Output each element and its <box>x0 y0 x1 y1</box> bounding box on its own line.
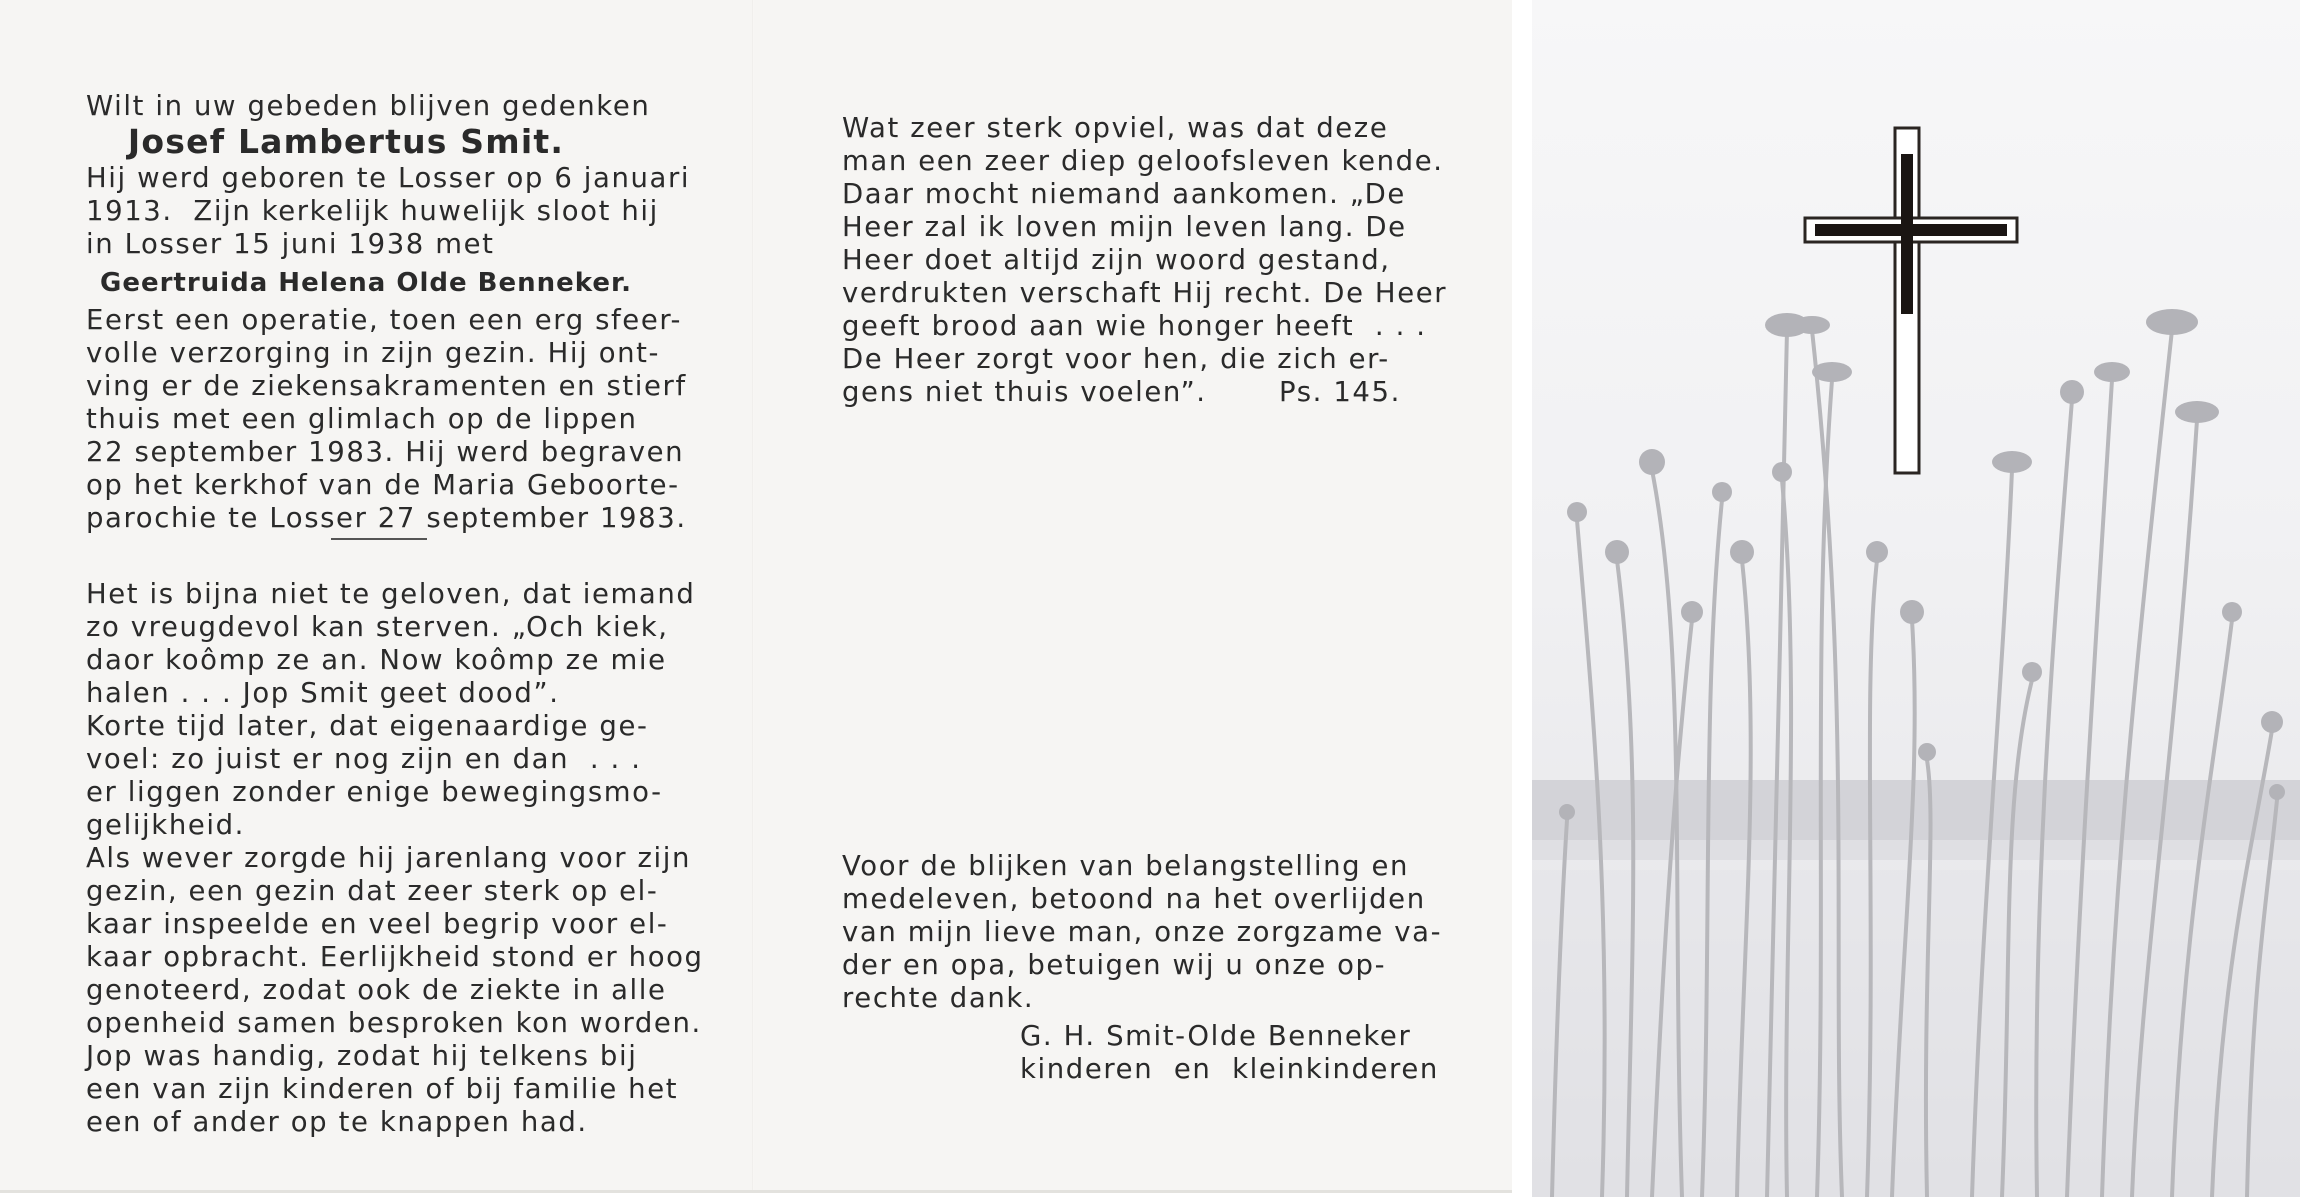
card-front-picture <box>1532 0 2300 1197</box>
faith-line: geeft brood aan wie honger heeft . . . <box>842 310 1427 342</box>
signature-block <box>1020 1020 1439 1086</box>
card-bottom-edge <box>0 1190 1512 1193</box>
death-line: op het kerkhof van de Maria Geboorte- <box>86 469 680 501</box>
thanks-line: der en opa, betuigen wij u onze op- <box>842 949 1387 981</box>
faith-line: man een zeer diep geloofsleven kende. <box>842 145 1444 177</box>
thanks-line: van mijn lieve man, onze zorgzame va- <box>842 916 1443 948</box>
story-line: Jop was handig, zodat hij telkens bij <box>86 1040 638 1072</box>
thanks-line: rechte dank. <box>842 982 1035 1014</box>
story-line: er liggen zonder enige bewegingsmo- <box>86 776 663 808</box>
signature-line: G. H. Smit-Olde Benneker <box>1020 1020 1412 1052</box>
faith-line: Daar mocht niemand aankomen. „De <box>842 178 1406 210</box>
middle-text-column <box>842 112 1448 409</box>
story-line: openheid samen besproken kon worden. <box>86 1007 702 1039</box>
plants-silhouette-illustration <box>1532 0 2300 1197</box>
story-line: daor koômp ze an. Now koômp ze mie <box>86 644 667 676</box>
faith-line: verdrukten verschaft Hij recht. De Heer <box>842 277 1448 309</box>
story-line: gezin, een gezin dat zeer sterk op el- <box>86 875 659 907</box>
faith-line: Wat zeer sterk opviel, was dat deze <box>842 112 1389 144</box>
birth-line: in Losser 15 juni 1938 met <box>86 228 495 260</box>
story-line: een van zijn kinderen of bij familie het <box>86 1073 679 1105</box>
story-line: een of ander op te knappen had. <box>86 1106 588 1138</box>
deceased-name: Josef Lambertus Smit. <box>127 122 565 161</box>
story-line: Als wever zorgde hij jarenlang voor zijn <box>86 842 692 874</box>
story-line: zo vreugdevol kan sterven. „Och kiek, <box>86 611 669 643</box>
story-line: gelijkheid. <box>86 809 246 841</box>
death-line: 22 september 1983. Hij werd begraven <box>86 436 685 468</box>
story-line: genoteerd, zodat ook de ziekte in alle <box>86 974 667 1006</box>
story-line: kaar opbracht. Eerlijkheid stond er hoog <box>86 941 704 973</box>
spouse-name: Geertruida Helena Olde Benneker. <box>100 268 632 298</box>
thanks-line: Voor de blijken van belangstelling en <box>842 850 1410 882</box>
faith-line: Heer zal ik loven mijn leven lang. De <box>842 211 1407 243</box>
faith-line: Heer doet altijd zijn woord gestand, <box>842 244 1391 276</box>
death-line: Eerst een operatie, toen een erg sfeer- <box>86 304 683 336</box>
birth-line: 1913. Zijn kerkelijk huwelijk sloot hij <box>86 195 659 227</box>
story-line: voel: zo juist er nog zijn en dan . . . <box>86 743 642 775</box>
faith-line: De Heer zorgt voor hen, die zich er- <box>842 343 1390 375</box>
story-line: Korte tijd later, dat eigenaardige ge- <box>86 710 649 742</box>
separator-rule <box>331 538 427 540</box>
thanks-text-block <box>842 850 1442 1015</box>
birth-line: Hij werd geboren te Losser op 6 januari <box>86 162 691 194</box>
story-line: halen . . . Jop Smit geet dood”. <box>86 677 560 709</box>
faith-line: gens niet thuis voelen”. Ps. 145. <box>842 376 1401 408</box>
death-line: thuis met een glimlach op de lippen <box>86 403 638 435</box>
story-line: kaar inspeelde en veel begrip voor el- <box>86 908 669 940</box>
signature-line: kinderen en kleinkinderen <box>1020 1053 1439 1085</box>
thanks-line: medeleven, betoond na het overlijden <box>842 883 1426 915</box>
card-fold-line <box>752 0 754 1193</box>
left-text-column <box>86 90 704 1139</box>
death-line: volle verzorging in zijn gezin. Hij ont- <box>86 337 661 369</box>
story-line: Het is bijna niet te geloven, dat iemand <box>86 578 696 610</box>
intro-line: Wilt in uw gebeden blijven gedenken <box>86 90 651 122</box>
death-line: parochie te Losser 27 september 1983. <box>86 502 687 534</box>
death-line: ving er de ziekensakramenten en stierf <box>86 370 687 402</box>
